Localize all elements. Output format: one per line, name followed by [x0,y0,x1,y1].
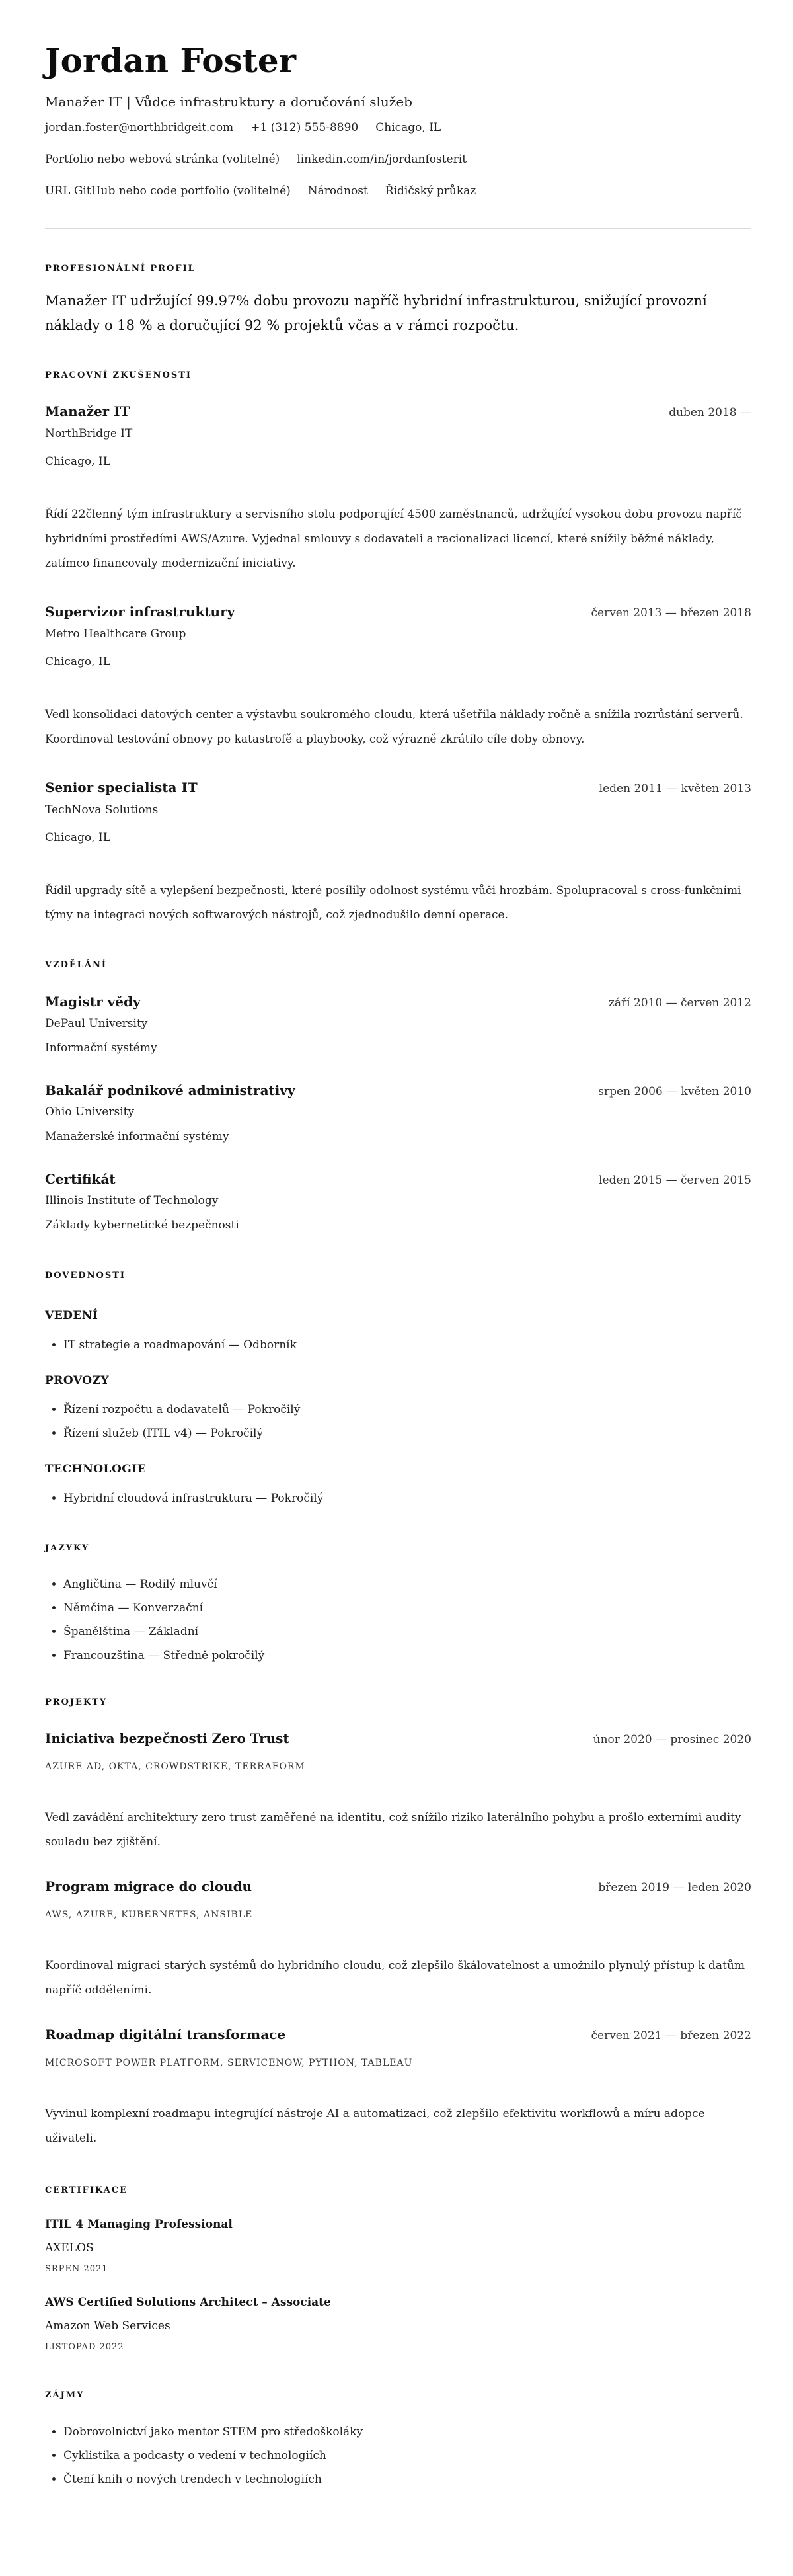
interest-list [45,2420,751,2491]
job-company: TechNova Solutions [45,803,159,817]
language-item: • Španělština — Základní [63,1620,751,1644]
certification-issuer: Amazon Web Services [45,2319,170,2333]
degree: Bakalář podnikové administrativy [45,1082,295,1098]
skill-category: PROVOZY [45,1374,110,1387]
candidate-headline: Manažer IT | Vůdce infrastruktury a doručování služeb [45,94,412,110]
certification-date: LISTOPAD 2022 [45,2342,124,2352]
resume-header [45,40,751,207]
contact-row [45,143,751,175]
degree: Magistr vědy [45,994,141,1010]
job-location: Chicago, IL [45,655,110,668]
project-title: Iniciativa bezpečnosti Zero Trust [45,1730,289,1746]
job-title: Supervizor infrastruktury [45,604,235,620]
degree: Certifikát [45,1171,116,1187]
contact-drivers-license: Řidičský průkaz [385,184,476,198]
section-title: DOVEDNOSTI [45,1271,126,1281]
profile-section [45,262,751,338]
experience-section [45,369,751,928]
languages-section [45,1542,751,1668]
skill-list [45,1333,751,1357]
education-dates: leden 2015 — červen 2015 [599,1174,751,1187]
contact-location: Chicago, IL [375,121,441,134]
section-title: VZDĚLÁNÍ [45,960,107,970]
education-entry [45,1170,751,1235]
candidate-name: Jordan Foster [45,41,296,80]
skill-category: VEDENÍ [45,1309,98,1322]
language-list [45,1572,751,1668]
field-of-study: Manažerské informační systémy [45,1130,229,1143]
section-title: PROFESIONÁLNÍ PROFIL [45,264,196,274]
section-title: PROJEKTY [45,1697,108,1707]
job-dates: leden 2011 — květen 2013 [599,782,751,795]
education-entry [45,992,751,1058]
job-company: NorthBridge IT [45,427,133,440]
job-entry [45,402,751,576]
project-description: Koordinoval migraci starých systémů do hybridního cloudu, což zlepšilo škálovatelnost a umožnilo plynulý přístup k datům napříč odděleními. [45,1959,745,1997]
job-description: Vedl konsolidaci datových center a výstavbu soukromého cloudu, která ušetřila náklady ročně a snížila rozrůstání serverů. Koordinoval testování obnovy po katastrofě a playbooky, což výrazně zkrátilo cíle doby obnovy. [45,708,743,746]
interests-section [45,2389,751,2491]
project-dates: březen 2019 — leden 2020 [598,1881,751,1894]
job-description: Řídí 22členný tým infrastruktury a servisního stolu podporující 4500 zaměstnanců, udržující vysokou dobu provozu napříč hybridními prostředími AWS/Azure. Vyjednal smlouvy s dodavateli a racionalizaci licencí, které snížily běžné náklady, zatímco financovaly modernizační iniciativy. [45,508,742,570]
section-title: ZÁJMY [45,2390,85,2400]
certification-entry [45,2216,751,2276]
interest-item: • Cyklistika a podcasty o vedení v technologiích [63,2444,751,2468]
skill-item: • Hybridní cloudová infrastruktura — Pokročilý [63,1486,751,1510]
skill-item: • IT strategie a roadmapování — Odborník [63,1333,751,1357]
header-divider [45,228,751,229]
skill-item: • Řízení služeb (ITIL v4) — Pokročilý [63,1422,751,1445]
job-company: Metro Healthcare Group [45,627,186,641]
section-title: PRACOVNÍ ZKUŠENOSTI [45,370,192,380]
contact-linkedin[interactable]: linkedin.com/in/jordanfosterit [297,153,467,166]
contact-nationality: Národnost [307,184,368,198]
project-entry [45,1877,751,2003]
certification-name: ITIL 4 Managing Professional [45,2218,233,2231]
contact-portfolio[interactable]: Portfolio nebo webová stránka (volitelné) [45,153,280,166]
school: DePaul University [45,1017,148,1030]
contact-phone[interactable]: +1 (312) 555-8890 [250,121,359,134]
skill-list [45,1398,751,1445]
project-dates: červen 2021 — březen 2022 [591,2029,751,2042]
language-item: • Angličtina — Rodilý mluvčí [63,1572,751,1596]
project-tech-tags: AZURE AD, OKTA, CROWDSTRIKE, TERRAFORM [45,1761,305,1772]
job-title: Senior specialista IT [45,780,198,795]
skill-list [45,1486,751,1510]
project-tech-tags: AWS, AZURE, KUBERNETES, ANSIBLE [45,1910,253,1920]
project-entry [45,2025,751,2151]
section-title: JAZYKY [45,1543,90,1553]
contact-row [45,175,751,207]
education-dates: srpen 2006 — květen 2010 [598,1085,751,1098]
field-of-study: Informační systémy [45,1041,157,1055]
education-dates: září 2010 — červen 2012 [608,996,751,1010]
certification-entry [45,2294,751,2354]
field-of-study: Základy kybernetické bezpečnosti [45,1219,239,1232]
job-dates: červen 2013 — březen 2018 [591,606,751,620]
job-description: Řídil upgrady sítě a vylepšení bezpečnosti, které posílily odolnost systému vůči hrozbám. Spolupracoval s cross-funkčními týmy na integraci nových softwarových nástrojů, což zjednodušilo denní operace. [45,884,741,922]
job-location: Chicago, IL [45,831,110,844]
contact-email[interactable]: jordan.foster@northbridgeit.com [45,121,234,134]
job-dates: duben 2018 — [669,406,751,419]
education-entry [45,1081,751,1147]
project-description: Vyvinul komplexní roadmapu integrující nástroje AI a automatizaci, což zlepšilo efektivitu workflowů a míru adopce uživateli. [45,2107,705,2145]
job-location: Chicago, IL [45,455,110,468]
skill-category: TECHNOLOGIE [45,1463,147,1476]
job-title: Manažer IT [45,403,130,419]
job-entry [45,778,751,928]
project-title: Roadmap digitální transformace [45,2027,286,2042]
profile-summary: Manažer IT udržující 99.97% dobu provozu napříč hybridní infrastrukturou, snižující provozní náklady o 18 % a doručující 92 % projektů včas a v rámci rozpočtu. [45,293,707,333]
certification-date: SRPEN 2021 [45,2264,108,2274]
interest-item: • Dobrovolnictví jako mentor STEM pro středoškoláky [63,2420,751,2444]
projects-section [45,1696,751,2151]
project-entry [45,1729,751,1855]
project-tech-tags: MICROSOFT POWER PLATFORM, SERVICENOW, PYTHON, TABLEAU [45,2058,413,2068]
language-item: • Němčina — Konverzační [63,1596,751,1620]
job-entry [45,602,751,752]
certifications-section [45,2184,751,2354]
school: Illinois Institute of Technology [45,1194,219,1207]
project-title: Program migrace do cloudu [45,1878,252,1894]
skill-item: • Řízení rozpočtu a dodavatelů — Pokročilý [63,1398,751,1422]
school: Ohio University [45,1106,135,1119]
project-description: Vedl zavádění architektury zero trust zaměřené na identitu, což snížilo riziko laterálního pohybu a prošlo externími audity souladu bez zjištění. [45,1811,741,1849]
contact-row [45,112,751,143]
section-title: CERTIFIKACE [45,2185,128,2195]
interest-item: • Čtení knih o nových trendech v technologiích [63,2468,751,2491]
education-section [45,959,751,1235]
project-dates: únor 2020 — prosinec 2020 [593,1733,751,1746]
certification-name: AWS Certified Solutions Architect – Associate [45,2296,331,2309]
certification-issuer: AXELOS [45,2241,94,2255]
contact-github[interactable]: URL GitHub nebo code portfolio (volitelné) [45,184,291,198]
language-item: • Francouzština — Středně pokročilý [63,1644,751,1668]
skills-section [45,1269,751,1510]
